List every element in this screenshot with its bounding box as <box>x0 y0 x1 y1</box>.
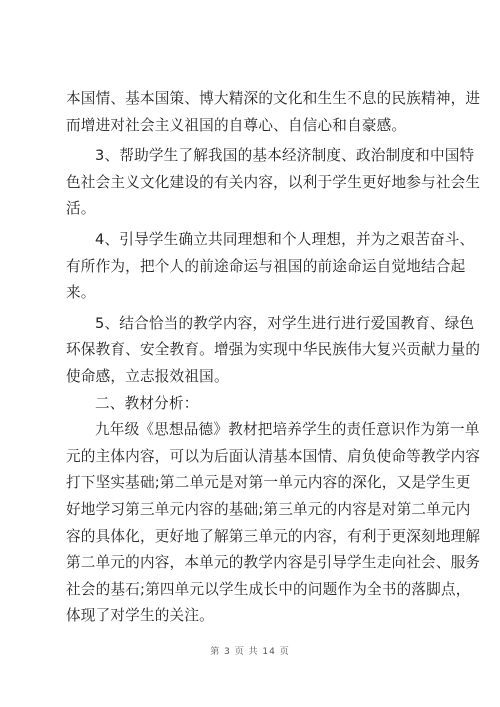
section-heading: 二、教材分析： <box>95 394 199 412</box>
text-line: 容的具体化，更好地了解第三单元的内容，有利于更深刻地理解 <box>66 527 481 545</box>
text-line: 使命感，立志报效祖国。 <box>66 367 229 385</box>
text-line: 环保教育、安全教育。增强为实现中华民族伟大复兴贡献力量的 <box>66 341 481 359</box>
text-line: 打下坚实基础;第二单元是对第一单元内容的深化，又是学生更 <box>66 474 471 492</box>
text-line: 5、结合恰当的教学内容，对学生进行进行爱国教育、绿色 <box>95 314 475 332</box>
text-line: 色社会主义文化建设的有关内容，以利于学生更好地参与社会生 <box>66 173 481 191</box>
page-footer: 第 3 页 共 14 页 <box>210 647 290 657</box>
text-line: 3、帮助学生了解我国的基本经济制度、政治制度和中国特 <box>95 147 475 165</box>
document-body <box>66 86 481 630</box>
text-line: 来。 <box>66 284 96 302</box>
text-line: 九年级《思想品德》教材把培养学生的责任意识作为第一单 <box>95 421 480 439</box>
text-line: 本国情、基本国策、博大精深的文化和生生不息的民族精神，进 <box>66 90 481 107</box>
text-line: 社会的基石;第四单元以学生成长中的问题作为全书的落脚点， <box>66 580 471 598</box>
text-line: 而增进对社会主义祖国的自尊心、自信心和自豪感。 <box>66 116 407 134</box>
text-line: 4、引导学生确立共同理想和个人理想，并为之艰苦奋斗、 <box>95 230 475 248</box>
text-line: 第二单元的内容，本单元的教学内容是引导学生走向社会、服务 <box>66 554 481 572</box>
text-line: 活。 <box>66 200 96 218</box>
text-line: 有所作为，把个人的前途命运与祖国的前途命运自觉地结合起 <box>66 257 466 275</box>
text-line: 元的主体内容，可以为后面认清基本国情、肩负使命等教学内容 <box>66 447 481 465</box>
text-line: 体现了对学生的关注。 <box>66 607 214 625</box>
text-line: 好地学习第三单元内容的基础;第三单元的内容是对第二单元内 <box>66 500 471 518</box>
